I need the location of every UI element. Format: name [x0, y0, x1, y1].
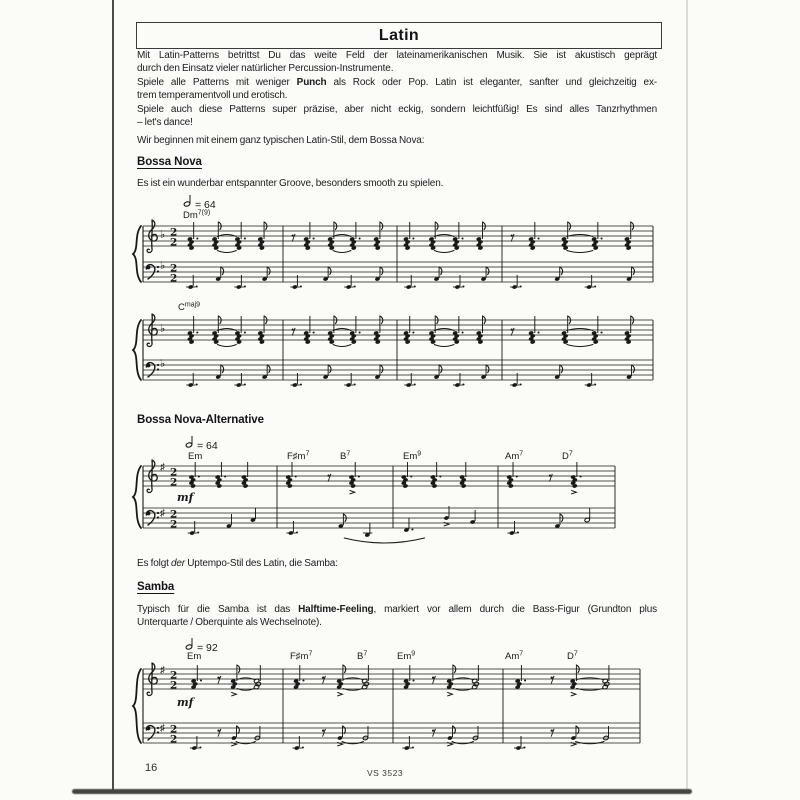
- chord-symbol: Am$^7$: [505, 450, 524, 462]
- music-system-bossa-nova-2: [130, 296, 675, 398]
- text-line: [137, 76, 657, 89]
- heading-bossa-alternative: Bossa Nova-Alternative: [137, 414, 264, 426]
- text-run: Unterquarte / Oberquinte als Wechselnote).: [137, 617, 322, 629]
- svg-text:♭: ♭: [160, 323, 166, 335]
- svg-text:♯: ♯: [160, 665, 165, 676]
- text-line: [137, 89, 657, 102]
- svg-text:2: 2: [170, 508, 178, 521]
- svg-text:2: 2: [170, 476, 178, 489]
- svg-text:2: 2: [170, 236, 178, 249]
- svg-text:♭: ♭: [160, 229, 166, 241]
- chord-symbol: Em: [188, 451, 203, 462]
- text-line: [137, 603, 657, 616]
- text-run: Halftime-Feeling: [298, 604, 374, 615]
- text-run: trem temperamentvoll und erotisch.: [137, 90, 288, 102]
- samba-lead-in: [137, 557, 657, 570]
- page-right-edge: [686, 0, 688, 789]
- svg-text:♭: ♭: [160, 358, 166, 370]
- svg-text:2: 2: [170, 226, 178, 239]
- svg-text:2: 2: [170, 669, 178, 682]
- text-run: als Rock oder Pop. Latin ist eleganter, sanfter und gleichzeitig ex-: [326, 76, 657, 88]
- chord-symbol: $D^7$: [562, 450, 573, 462]
- text-line: [137, 116, 657, 129]
- text-run: Spiele auch diese Patterns super präzise, aber nicht eckig, sondern leichtfüßig! Es sind alles Tanzrhythmen: [137, 103, 657, 115]
- bossa-nova-description: Es ist ein wunderbar entspannter Groove, besonders smooth zu spielen.: [137, 178, 444, 189]
- book-bottom-edge: [72, 789, 692, 794]
- text-run: – let's dance!: [137, 117, 193, 129]
- chord-symbol: Em: [187, 651, 202, 662]
- svg-text:♯: ♯: [160, 723, 165, 734]
- chord-symbol: Am$^7$: [505, 650, 524, 662]
- tempo-marking: = 64: [197, 440, 218, 452]
- chord-symbol: $F♯m^7$: [290, 650, 313, 662]
- music-system-bossa-nova-1: [130, 190, 675, 300]
- book-spine-edge: [112, 0, 114, 791]
- text-run: Uptempo-Stil des Latin, die Samba:: [185, 558, 338, 569]
- music-system-bossa-alternative: [130, 428, 675, 554]
- samba-description: [137, 603, 657, 630]
- lead-in-text: Wir beginnen mit einem ganz typischen Latin-Stil, dem Bossa Nova:: [137, 135, 425, 146]
- svg-text:♯: ♯: [160, 462, 165, 473]
- chord-symbol: Em$^9$: [397, 650, 416, 662]
- text-run: Punch: [296, 76, 327, 88]
- chord-symbol: $B^7$: [357, 650, 368, 662]
- svg-text:2: 2: [170, 679, 178, 692]
- chapter-title-box: [136, 22, 662, 49]
- text-line: [137, 103, 657, 116]
- chord-symbol: $F♯m^7$: [287, 450, 310, 462]
- svg-text:2: 2: [170, 272, 178, 285]
- chord-symbol: $B^7$: [340, 450, 351, 462]
- text-run: der: [170, 558, 185, 569]
- svg-text:2: 2: [170, 262, 178, 275]
- dynamic-marking: mf: [177, 491, 194, 504]
- chord-symbol: $Dm^{7(9)}$: [183, 209, 211, 221]
- tempo-marking: = 64: [195, 199, 216, 211]
- text-line: [137, 616, 657, 629]
- dynamic-marking: mf: [177, 696, 194, 709]
- text-line: [137, 62, 657, 75]
- intro-paragraph: [137, 49, 657, 129]
- svg-text:♭: ♭: [160, 260, 166, 272]
- svg-text:2: 2: [170, 518, 178, 531]
- chord-symbol: Em$^9$: [403, 450, 422, 462]
- svg-text:2: 2: [170, 723, 178, 736]
- heading-bossa-nova: Bossa Nova: [137, 156, 202, 168]
- svg-text:2: 2: [170, 733, 178, 746]
- chord-symbol: $D^7$: [567, 650, 578, 662]
- text-line: [137, 49, 657, 62]
- svg-text:2: 2: [170, 466, 178, 479]
- page-number: 16: [145, 762, 158, 774]
- text-run: Spiele alle Patterns mit weniger: [137, 76, 297, 88]
- text-run: durch den Einsatz vieler natürlicher Percussion-Instrumente.: [137, 63, 394, 75]
- text-run: Typisch für die Samba ist das: [137, 604, 299, 615]
- heading-samba: Samba: [137, 581, 175, 593]
- tempo-marking: = 92: [197, 642, 218, 654]
- catalog-number: VS 3523: [366, 768, 404, 778]
- svg-text:♯: ♯: [160, 508, 165, 519]
- chord-symbol: $C^{maj9}$: [178, 301, 201, 313]
- text-run: Es folgt: [137, 558, 171, 569]
- text-line: [137, 557, 657, 570]
- chapter-title: Latin: [378, 26, 420, 44]
- text-run: , markiert vor allem durch die Bass-Figur (Grundton plus: [373, 604, 657, 615]
- music-system-samba: [130, 630, 675, 764]
- text-run: Mit Latin-Patterns betrittst Du das weite Feld der lateinamerikanischen Musik. Sie ist akustisch geprägt: [137, 50, 657, 61]
